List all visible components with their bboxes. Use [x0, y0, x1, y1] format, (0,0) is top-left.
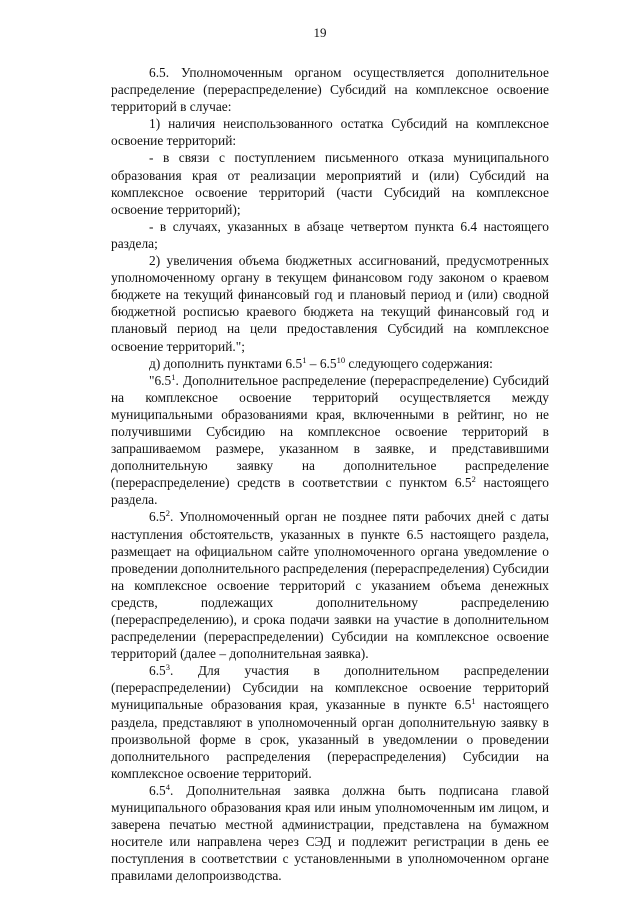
p654-sup: 4 [165, 781, 170, 792]
document-body [111, 64, 549, 885]
paragraph-item-2: 2) увеличения объема бюджетных ассигнований, предусмотренных уполномоченному органу в текущем финансовом году законом о краевом бюджете на текущий финансовый год и плановый период и (или) сводной бюджетной росписью краевого бюджета на текущий финансовый год и плановый период на цели предоставления Субсидий на комплексное освоение территорий."; [111, 253, 549, 354]
p653-sup-ref: 1 [471, 696, 476, 707]
p651-number: "6.5 [149, 372, 172, 388]
paragraph-6-5-1 [111, 372, 549, 509]
paragraph-6-5-4 [111, 782, 549, 885]
p654-number: 6.5 [149, 782, 166, 798]
p653-sup: 3 [165, 662, 170, 673]
p653-text: . Для участия в дополнительном распределении (перераспределении) Субсидии на комплексное освоение территорий муниципальные образования края, указанные в пункте 6.5 [111, 663, 549, 713]
paragraph-6-5: 6.5. Уполномоченным органом осуществляется дополнительное распределение (перераспределение) Субсидий на комплексное освоение территорий в случае: [111, 65, 549, 115]
p651-sup: 1 [171, 371, 176, 382]
p654-text: . Дополнительная заявка должна быть подписана главой муниципального образования края или иным уполномоченным им лицом, и заверена печатью местной администрации, представлена на бумажном носителе или направлена через СЭД и подлежит регистрации в день ее поступления в соответствии с установленными в уполномоченном органе правилами делопроизводства. [111, 782, 549, 884]
para-d-mid: – 6.5 [306, 355, 337, 371]
para-d-sup1: 1 [302, 354, 307, 365]
p652-sup: 2 [165, 508, 170, 519]
paragraph-6-5-3 [111, 662, 549, 782]
p652-text: . Уполномоченный орган не позднее пяти рабочих дней с даты наступления обстоятельств, указанных в пункте 6.5 настоящего раздела, размещает на официальном сайте уполномоченного органа уведомление о проведении дополнительного распределения (перераспределения) Субсидии на комплексное освоение территорий с указанием объема денежных средств, подлежащих дополнительному распределению (перераспределению), и срока подачи заявки на участие в дополнительном распределении (перераспределении) Субсидии на комплексное освоение территорий (далее – дополнительная заявка). [111, 509, 549, 662]
p652-number: 6.5 [149, 509, 166, 525]
paragraph-6-5-2 [111, 508, 549, 662]
p651-text: . Дополнительное распределение (перераспределение) Субсидий на комплексное освоение территорий осуществляется между муниципальными образованиями края, включенными в рейтинг, но не получившими Субсидию на комплексное освоение территорий в запрашиваемом размере, указанном в заявке, и представившими дополнительную заявку на дополнительное распределение (перераспределение) средств в соответствии с пунктом 6.5 [111, 372, 549, 491]
p653-number: 6.5 [149, 663, 166, 679]
para-d-sup2: 10 [336, 354, 346, 365]
p653-end: настоящего раздела, представляют в уполномоченный орган дополнительную заявку в произвольной форме в срок, указанный в уведомлении о проведении дополнительного распределения (перераспределения) Субсидии на комплексное освоение территорий. [111, 697, 549, 781]
p651-sup-ref: 2 [471, 474, 476, 485]
paragraph-item-1: 1) наличия неиспользованного остатка Субсидий на комплексное освоение территорий: [111, 116, 549, 149]
paragraph-bullet-cases: - в случаях, указанных в абзаце четвертом пункта 6.4 настоящего раздела; [111, 218, 549, 251]
paragraph-d-amend [111, 355, 549, 372]
page-number: 19 [313, 25, 327, 40]
p651-end: настоящего раздела. [111, 475, 549, 508]
paragraph-bullet-refusal: - в связи с поступлением письменного отказа муниципального образования края от реализации мероприятий и (или) Субсидий на комплексное освоение территорий (части Субсидий на комплексное освоение территорий); [111, 150, 549, 217]
para-d-before: д) дополнить пунктами 6.5 [149, 355, 303, 371]
para-d-after: следующего содержания: [345, 355, 493, 371]
